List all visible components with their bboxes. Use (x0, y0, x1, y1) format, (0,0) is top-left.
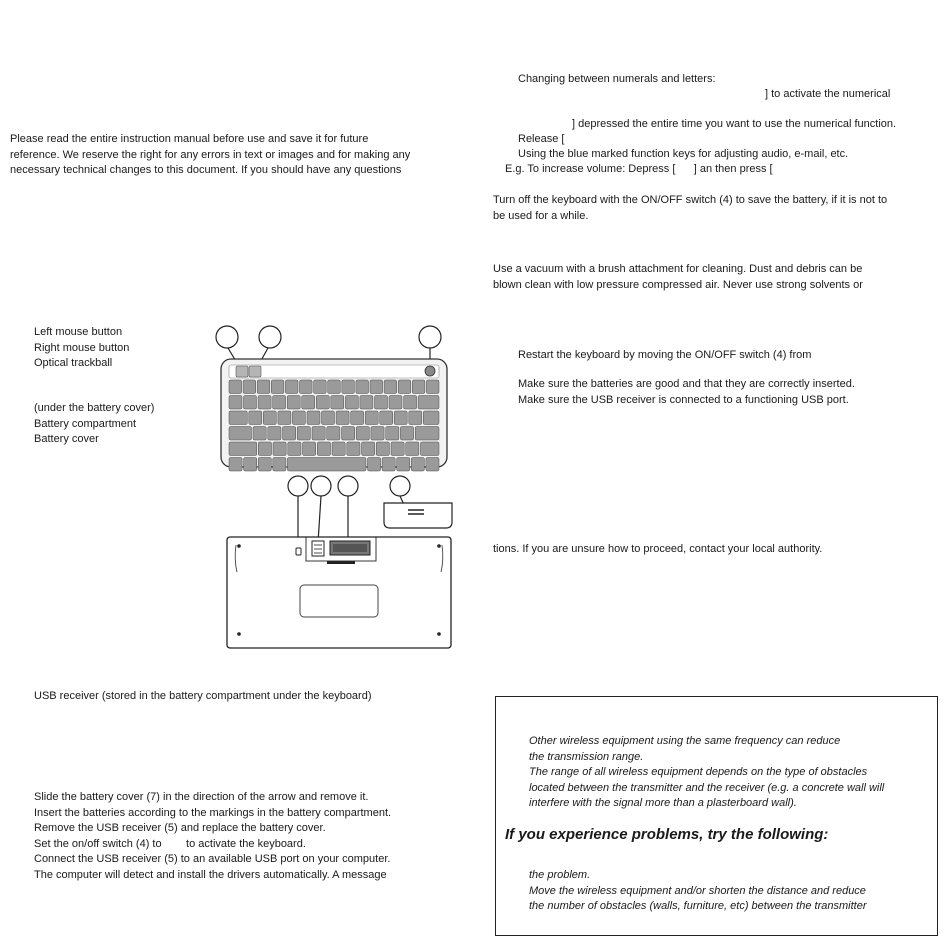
keyboard-key (418, 396, 439, 410)
keyboard-key (229, 427, 252, 441)
keyboard-key (394, 411, 407, 425)
box-note-line: The range of all wireless equipment depends on the type of obstacles (529, 766, 868, 778)
part-label: Battery compartment (34, 417, 137, 430)
keyboard-key (327, 427, 340, 441)
keyboard-key (391, 442, 404, 456)
numerals-line: ] depressed the entire time you want to use the numerical function. (572, 118, 897, 130)
keyboard-key (258, 458, 271, 472)
keyboard-top-view (221, 359, 447, 471)
keyboard-key (415, 427, 439, 441)
step-line: Set the on/off switch (4) to to activate the keyboard. (34, 837, 306, 850)
keyboard-key (229, 396, 242, 410)
step-line: Remove the USB receiver (5) and replace the battery cover. (34, 822, 326, 834)
step-line: Slide the battery cover (7) in the direction of the arrow and remove it. (34, 791, 369, 803)
keyboard-key (300, 380, 313, 394)
keyboard-key (273, 442, 286, 456)
battery-saving-line: be used for a while. (493, 209, 589, 222)
keyboard-key (285, 380, 298, 394)
keyboard-key (347, 442, 360, 456)
keyboard-key (376, 442, 389, 456)
keyboard-key (283, 427, 296, 441)
box-note-line: interfere with the signal more than a plasterboard wall). (529, 797, 797, 809)
keyboard-key (342, 380, 355, 394)
keyboard-key (249, 411, 262, 425)
keyboard-key (411, 458, 424, 472)
keyboard-key (370, 380, 383, 394)
cleaning-line: blown clean with low pressure compressed air. Never use strong solvents or (493, 278, 863, 291)
step-line: Insert the batteries according to the markings in the battery compartment. (34, 806, 392, 819)
keyboard-key (375, 396, 388, 410)
keyboard-key (382, 458, 395, 472)
keyboard-key (316, 396, 329, 410)
keyboard-key (336, 411, 349, 425)
keyboard-key (302, 396, 315, 410)
keyboard-key (292, 411, 305, 425)
keyboard-key (342, 427, 355, 441)
numerals-line: Using the blue marked function keys for adjusting audio, e-mail, etc. (518, 148, 849, 160)
disposal-text: tions. If you are unsure how to proceed, contact your local authority. (493, 543, 823, 555)
troubleshooting-heading: If you experience problems, try the following: (505, 826, 829, 843)
keyboard-key (317, 442, 330, 456)
keyboard-key (351, 411, 364, 425)
keyboard-key (307, 411, 320, 425)
callout-markers-bottom (288, 476, 410, 496)
intro-line: necessary technical changes to this document. If you should have any questions (10, 164, 402, 176)
keyboard-key (271, 380, 284, 394)
keyboard-key (258, 442, 271, 456)
keyboard-key (356, 380, 369, 394)
keyboard-key (331, 396, 344, 410)
numerals-line: Release [ (518, 133, 565, 145)
keyboard-bottom-view (227, 537, 451, 648)
keyboard-key (253, 427, 266, 441)
intro-line: Please read the entire instruction manual before use and save it for future (10, 133, 369, 145)
keyboard-key (278, 411, 291, 425)
keyboard-key (380, 411, 393, 425)
keyboard-key (314, 380, 327, 394)
keyboard-key (426, 458, 439, 472)
keyboard-key (287, 396, 300, 410)
keyboard-key (273, 396, 286, 410)
numerals-title: Changing between numerals and letters: (518, 73, 716, 85)
keyboard-key (268, 427, 281, 441)
keyboard-key (345, 396, 358, 410)
keyboard-key (263, 411, 276, 425)
keyboard-key (421, 442, 440, 456)
box-note-line: the number of obstacles (walls, furniture, etc) between the transmitter (529, 900, 867, 912)
keyboard-key (371, 427, 384, 441)
keyboard-key (273, 458, 286, 472)
part-label: Optical trackball (34, 357, 113, 369)
parts-list-b (34, 401, 154, 448)
keyboard-key (397, 458, 410, 472)
cleaning-line: Use a vacuum with a brush attachment for cleaning. Dust and debris can be (493, 263, 863, 275)
battery-saving-paragraph (493, 193, 887, 224)
keyboard-key (362, 442, 375, 456)
keyboard-key (229, 458, 242, 472)
box-note-line: Other wireless equipment using the same frequency can reduce (529, 735, 841, 747)
keyboard-key (360, 396, 373, 410)
box-note-line: Move the wireless equipment and/or shorten the distance and reduce (529, 884, 866, 897)
check-line: Make sure the USB receiver is connected to a functioning USB port. (518, 393, 849, 406)
cleaning-paragraph (493, 262, 863, 293)
keyboard-key (258, 396, 271, 410)
keyboard-key (356, 427, 369, 441)
numerals-activate-text: ] to activate the numerical (765, 88, 891, 100)
keyboard-key (365, 411, 378, 425)
keyboard-key (386, 427, 399, 441)
box-note-line: located between the transmitter and the receiver (e.g. a concrete wall will (529, 781, 885, 794)
box-note-line: the problem. (529, 869, 591, 881)
numerals-line: E.g. To increase volume: Depress [ ] an then press [ (505, 163, 773, 175)
keyboard-key (412, 380, 425, 394)
battery-cover (384, 503, 452, 528)
keyboard-key (229, 380, 242, 394)
keyboard-key (322, 411, 335, 425)
keyboard-key (423, 411, 439, 425)
part-label: Left mouse button (34, 326, 123, 338)
keyboard-key (288, 442, 301, 456)
keyboard-key (426, 380, 439, 394)
keyboard-key (257, 380, 270, 394)
keyboard-key (244, 396, 257, 410)
keyboard-key (384, 380, 397, 394)
box-notes-bottom (529, 868, 867, 915)
keyboard-key (287, 458, 366, 472)
step-line: Connect the USB receiver (5) to an available USB port on your computer. (34, 853, 391, 865)
usb-receiver-label: USB receiver (stored in the battery compartment under the keyboard) (34, 690, 372, 702)
keyboard-key (312, 427, 325, 441)
keyboard-key (368, 458, 381, 472)
keyboard-key (406, 442, 419, 456)
keyboard-key (409, 411, 422, 425)
checks-list (518, 377, 855, 408)
step-line: The computer will detect and install the drivers automatically. A message (34, 868, 387, 881)
keyboard-key (297, 427, 310, 441)
part-label: Right mouse button (34, 341, 130, 354)
keyboard-key (244, 458, 257, 472)
keyboard-key (303, 442, 316, 456)
intro-paragraph (10, 132, 410, 179)
intro-line: reference. We reserve the right for any errors in text or images and for making any (10, 148, 411, 161)
callout-markers-top (216, 326, 441, 348)
keyboard-key (332, 442, 345, 456)
keyboard-key (389, 396, 402, 410)
keyboard-key (400, 427, 413, 441)
check-line: Make sure the batteries are good and that they are correctly inserted. (518, 378, 855, 390)
box-note-line: the transmission range. (529, 750, 644, 763)
box-notes-top (529, 734, 884, 812)
keyboard-key (398, 380, 411, 394)
battery-saving-line: Turn off the keyboard with the ON/OFF switch (4) to save the battery, if it is not to (493, 194, 888, 206)
parts-list-a (34, 325, 129, 372)
keyboard-key (328, 380, 341, 394)
part-label: (under the battery cover) (34, 402, 155, 414)
keyboard-key (404, 396, 417, 410)
restart-text: Restart the keyboard by moving the ON/OFF switch (4) from (518, 349, 812, 361)
installation-steps (34, 790, 391, 883)
keyboard-key (229, 442, 257, 456)
keyboard-key (243, 380, 256, 394)
keyboard-key (229, 411, 247, 425)
part-label: Battery cover (34, 433, 99, 445)
